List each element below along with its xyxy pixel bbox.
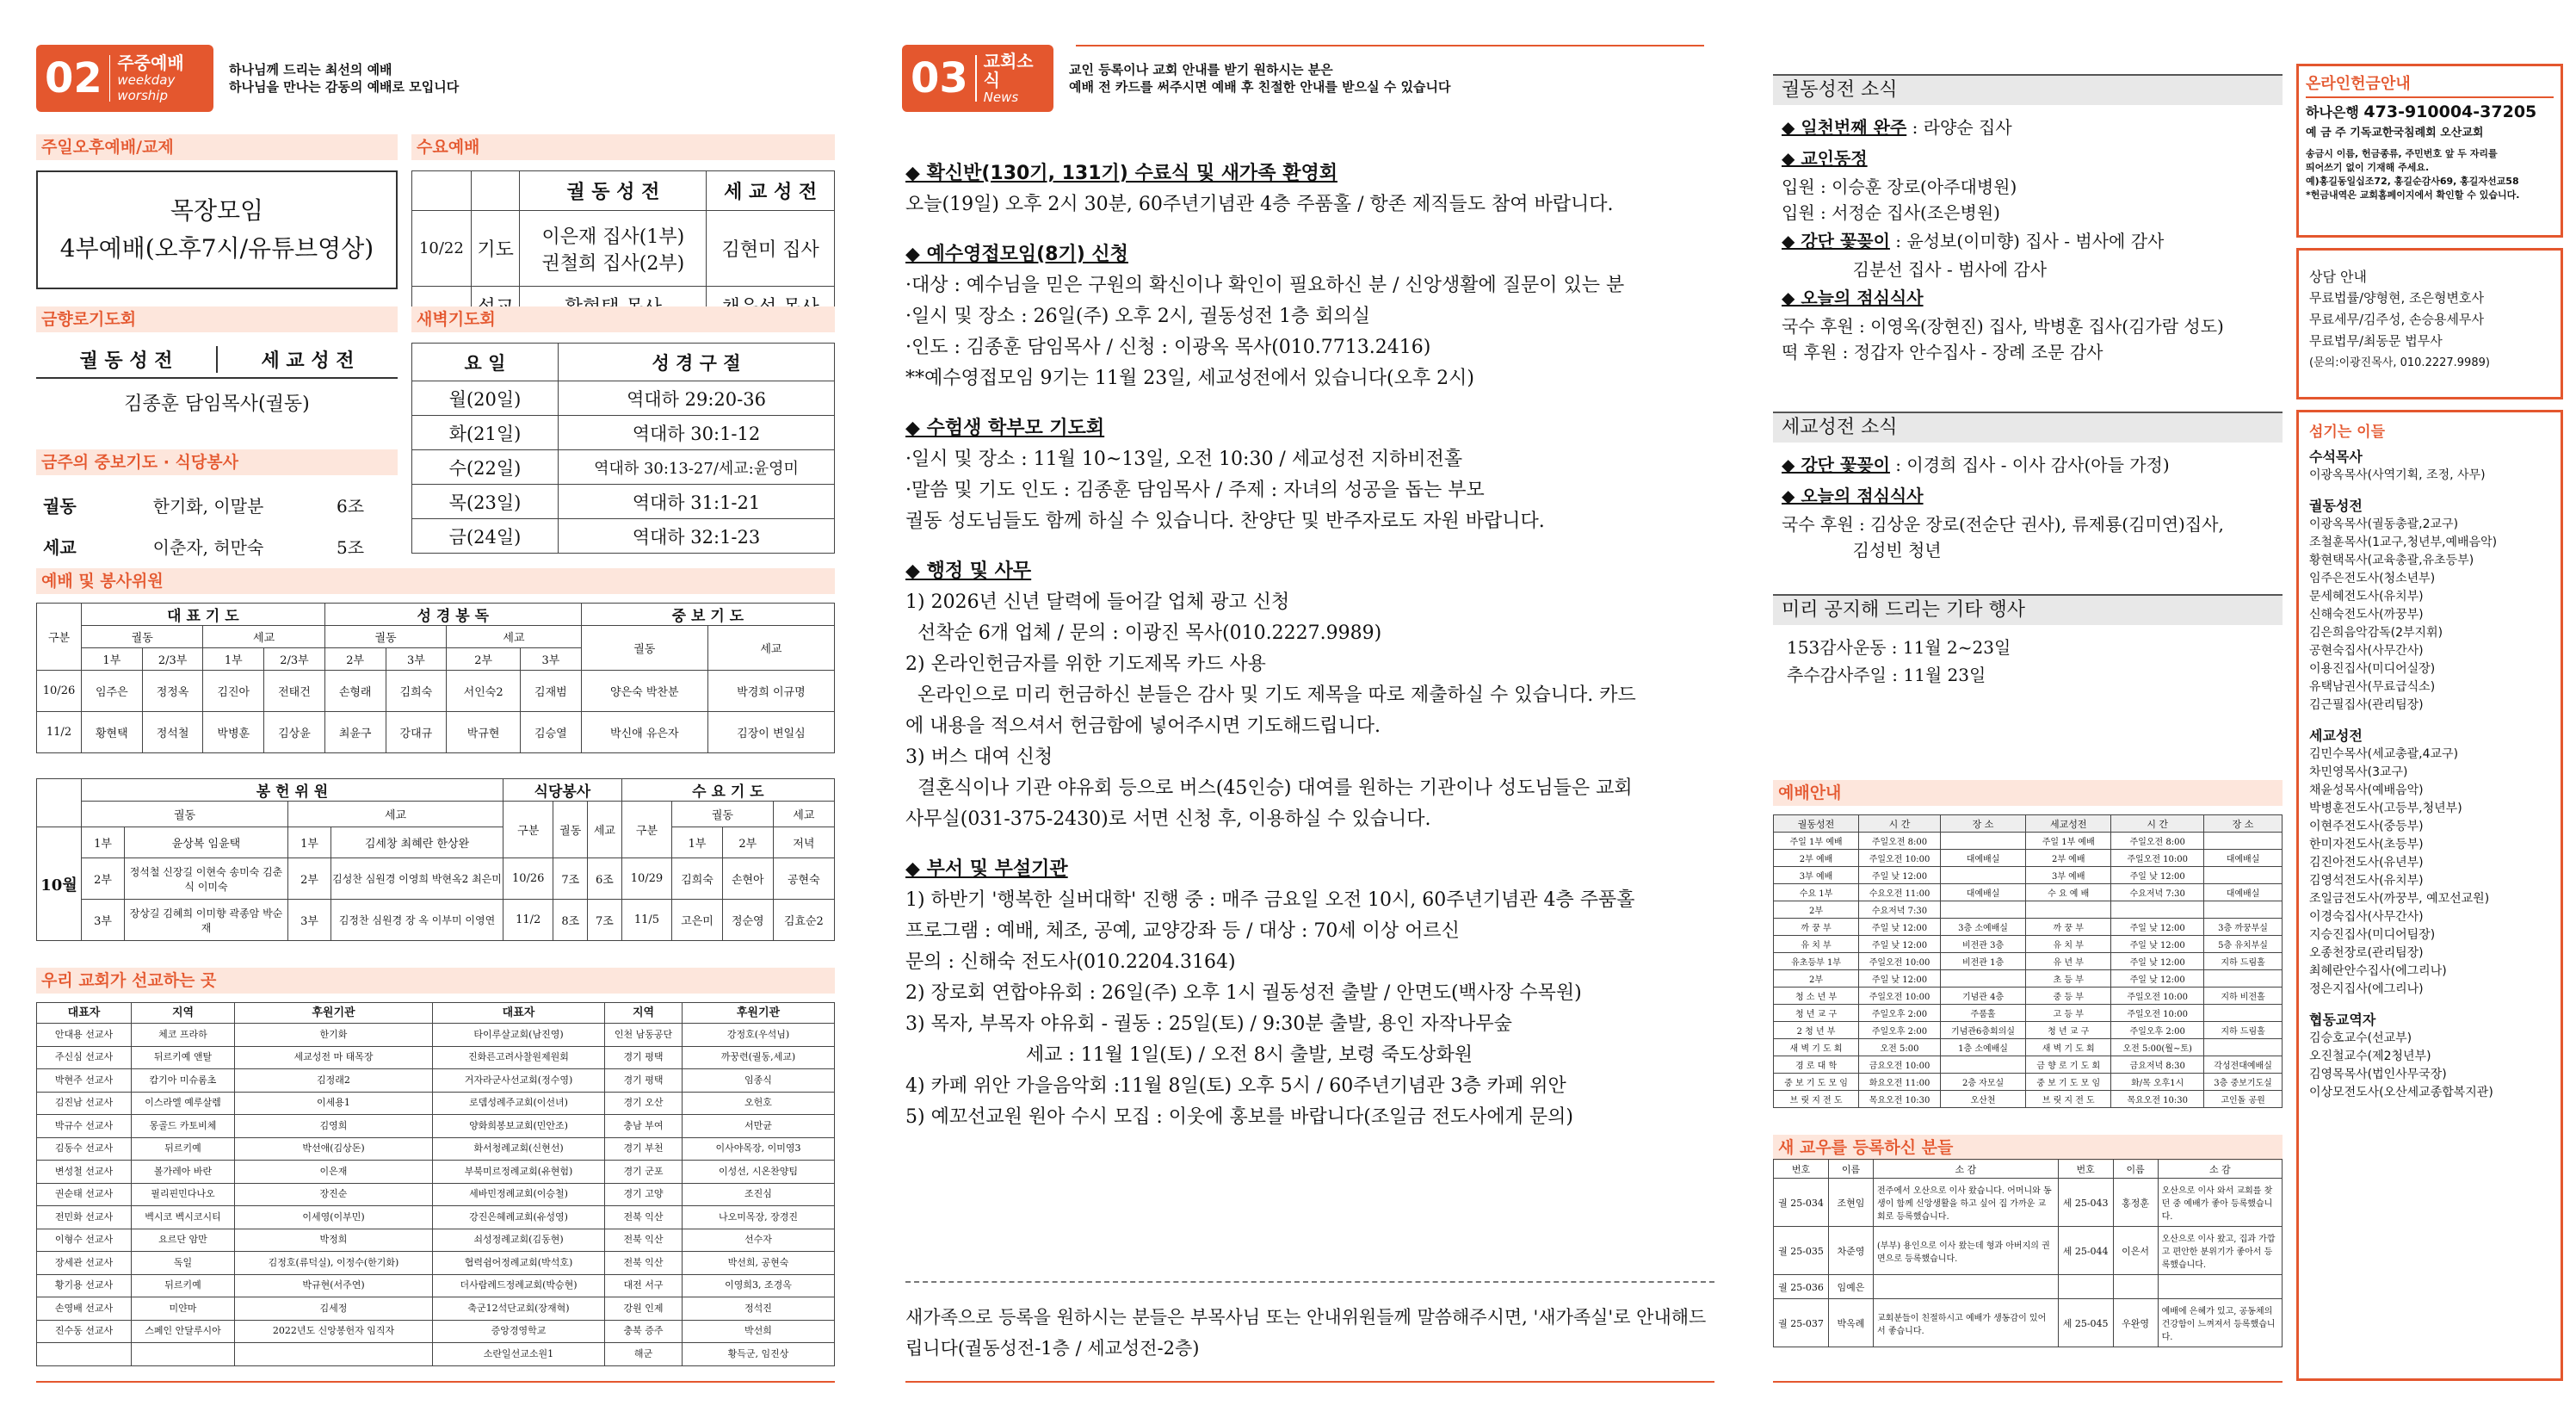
sunday-title: 주일오후예배/교제 — [36, 134, 398, 160]
staff-member: 김승호교수(선교부) — [2309, 1031, 2412, 1045]
staff-member: 이경숙집사(사무간사) — [2309, 910, 2424, 924]
news-line: 에 내용을 적으셔서 헌금함에 넣어주시면 기도해드립니다. — [905, 715, 1381, 737]
news-item — [1782, 226, 2284, 257]
news-item-heading: ◆ 오늘의 점심식사 — [1782, 288, 1924, 308]
wed-head-gd: 궐 동 성 전 — [520, 171, 707, 211]
staff-member: 이상모전도사(오산세교종합복지관) — [2309, 1086, 2493, 1099]
wed-head-sg: 세 교 성 전 — [707, 171, 835, 211]
table-row: 까 꿍 부 주일 낮 12:00 3층 소예배실 까 꿍 부 주일 낮 12:00 3층 까꿍부실 — [1774, 919, 2283, 936]
news-item-text: 김성빈 청년 — [1782, 540, 1942, 560]
wed-title: 수요예배 — [411, 134, 835, 160]
news-section — [905, 158, 1714, 1133]
gd-title: 궐동성전 소식 — [1773, 74, 2283, 105]
wed-table: 궐 동 성 전 세 교 성 전 10/22 기도 이은재 집사(1부) 권철희 집사(2부) 김현미 집사 — [411, 170, 835, 326]
table-row: 안대용 선교사 체코 프라하 한기화 타이루살교회(남진영) 인천 남동공단 강정호(우석님) — [37, 1024, 835, 1047]
news-item — [1782, 282, 2284, 313]
news-line: 선착순 6개 업체 / 문의 : 이광진 목사(010.2227.9989) — [905, 622, 1382, 644]
table-row: 2부 주일 낮 12:00 초 등 부 주일 낮 12:00 — [1774, 970, 2283, 988]
header-desc-2: 예배 전 카드를 써주시면 예배 후 친절한 안내를 받으실 수 있습니다 — [1069, 79, 1451, 95]
news-item-text: : 윤성보(이미향) 집사 - 범사에 감사 — [1889, 231, 2165, 251]
table-row: 주일 1부 예배 주일오전 8:00 주일 1부 예배 주일오전 8:00 — [1774, 833, 2283, 850]
section-title: 교회소식 — [983, 51, 1034, 90]
staff-member: 김진아전도사(유년부) — [2309, 856, 2424, 870]
news-item-heading: ◆ 강단 꽃꽂이 — [1782, 231, 1890, 251]
staff-member: 조철훈목사(1교구,청년부,예배음악) — [2309, 536, 2498, 549]
staff-member: 임주은전도사(청소년부) — [2309, 572, 2436, 585]
staff-group-heading: 궐동성전 — [2309, 498, 2363, 514]
staff-member: 정은지집사(에그리나) — [2309, 982, 2424, 996]
newcomers-title: 새 교우를 등록하신 분들 — [1773, 1135, 2283, 1161]
news-heading: ◆ 예수영접모임(8기) 신청 — [905, 244, 1128, 265]
news-line: 1) 하반기 '행복한 실버대학' 진행 중 : 매주 금요일 오전 10시, 60주년기념관 4층 주품홀 — [905, 889, 1635, 911]
header-desc-1: 교인 등록이나 교회 안내를 받기 원하시는 분은 — [1069, 62, 1333, 77]
news-line: ·일시 및 장소 : 11월 10~13일, 오전 10:30 / 세교성전 지하비전홀 — [905, 449, 1463, 470]
news-line: 2) 온라인헌금자를 위한 기도제목 카드 사용 — [905, 653, 1266, 675]
prayer-title: 금주의 중보기도 · 식당봉사 — [36, 449, 398, 475]
page02-header — [36, 45, 459, 112]
table-row: 청 년 교 구 주일오후 2:00 주품홀 고 등 부 주일오전 10:00 — [1774, 1005, 2283, 1022]
news-heading: ◆ 수험생 학부모 기도회 — [905, 418, 1105, 439]
staff-member: 문세혜전도사(유치부) — [2309, 590, 2424, 604]
etc-title: 미리 공지해 드리는 기타 행사 — [1773, 594, 2283, 625]
page03-top-rule — [1076, 45, 1704, 46]
news-item — [1782, 112, 2284, 143]
news-item-heading: ◆ 교인동정 — [1782, 148, 1868, 169]
sg-news-list — [1782, 449, 2284, 563]
table-row: 중 보 기 도 모 임 화요오전 11:00 2층 자모실 중 보 기 도 모 임 화/목 오후1시 3층 중보기도실 — [1774, 1074, 2283, 1091]
guide-title: 예배안내 — [1773, 780, 2283, 806]
staff-member: 박병훈전도사(고등부,청년부) — [2309, 802, 2462, 815]
news-heading: ◆ 부서 및 부설기관 — [905, 858, 1068, 880]
table-row: 진수동 선교사 스페인 안달루시아 2022년도 신앙봉헌자 임직자 증앙경영학교 충북 증주 박선희 — [37, 1320, 835, 1343]
table-row: 손영배 선교사 미얀마 김세정 축군12석단교회(장재혁) 강원 인제 정석진 — [37, 1297, 835, 1321]
table-row: 박규수 선교사 몽골드 카토비체 김영희 양화희봉보교회(민안조) 충남 부여 서만균 — [37, 1115, 835, 1138]
table-row: 이형수 선교사 요르단 암만 박정희 쇠성정례교회(김동현) 전북 익산 선수자 — [37, 1229, 835, 1252]
page03-header — [902, 45, 1450, 112]
news-item — [1782, 313, 2284, 339]
staff-group-heading: 협동교역자 — [2309, 1012, 2376, 1028]
news-item — [1782, 174, 2284, 200]
news-item — [1782, 143, 2284, 174]
online-offering-box: 온라인헌금안내 하나은행 473-910004-37205 예 금 주 기독교한국침례회 오산교회 송금시 이름, 헌금종류, 주민번호 앞 두 자리를 띄어쓰기 없이 기재해 주세요. 예)홍길동일십조72, 홍길순감사69, 홍길자선교58 *헌금내역은 교회홈페이지에서 확인할 수 있습니다. — [2296, 64, 2563, 238]
table-row: 청 소 년 부 주일오전 10:00 기념관 4층 중 등 부 주일오전 10:00 지하 비전홀 — [1774, 988, 2283, 1005]
news-line: 온라인으로 미리 헌금하신 분들은 감사 및 기도 제목을 따로 제출하실 수 있습니다. 카드 — [905, 684, 1636, 706]
offering-table: 봉 헌 위 원 식당봉사 수 요 기 도 궐동 세교 구분 궐동 세교 구분 궐동 세교 10월 1부 윤상복 임윤택 1부 김세창 최혜란 한상완 1부 2부 저녁 2부 정석철 신장길 이현숙 송미숙 김춘식 이미숙 2부 김성찬 심원경 이영희 박현옥2 최은미 10/26 7조 6조 10/29 김희숙 손현아 공현숙 3부 장상길 김혜희 이미향 곽종암 박순재 3부 김정찬 심원경 장 옥 이부미 이영연 11/2 8조 7조 11/5 고은미 정순영 김효순2 — [36, 778, 835, 941]
section-title: 주중예배 — [117, 53, 184, 73]
staff-group-heading: 수석목사 — [2309, 449, 2363, 465]
news-item — [1782, 537, 2284, 563]
staff-member: 이현주전도사(중등부) — [2309, 820, 2424, 833]
staff-member: 채윤성목사(예배음악) — [2309, 783, 2424, 797]
newcomers-table: 번호 이름 소 감 번호 이름 소 감 궐 25-034 조현임 전주에서 오산으로 이사 왔습니다. 어머니와 동생이 함께 신앙생활을 하고 싶어 집 가까운 교회로 등록했습니다. 세 25-043 홍정훈 오산으로 이사 와서 교회를 찾던 중 예배가 좋아 등록했습니다. 궐 25-035 차준영 (부부) 용인으로 이사 왔는데 형과 아버지의 권면으로 등록했습니다. 세 25-044 이은서 오산으로 이사 왔고, 집과 가깝고 편안한 분위기가 좋아서 등록했습니다. 궐 25-036 임예은 궐 25-037 박옥례 교회분들이 친절하시고 예배가 생동감이 있어서 좋습니다. 세 25-045 우완영 예배에 은혜가 있고, 공동체의 건강함이 느껴져서 등록했습니다. — [1773, 1159, 2283, 1347]
staff-member: 오종천장로(관리팀장) — [2309, 946, 2424, 960]
table-row: 브 릿 지 전 도 목요오전 10:30 오산천 브 릿 지 전 도 목요오전 10:30 고인돌 공원 — [1774, 1091, 2283, 1108]
news-line: **예수영접모임 9기는 11월 23일, 세교성전에서 있습니다(오후 2시) — [905, 368, 1474, 389]
page-number: 02 — [45, 54, 102, 102]
table-row: 변성철 선교사 볼가레아 바란 이은재 부북미르정례교회(유현험) 경기 군포 이성선, 시온찬양팀 — [37, 1161, 835, 1184]
news-item-heading: ◆ 일천번째 완주 — [1782, 117, 1907, 138]
news-item-text: 입원 : 이승훈 장로(아주대병원) — [1782, 176, 2017, 197]
news-item-text: 국수 후원 : 이영옥(장현진) 집사, 박병훈 집사(김가람 성도) — [1782, 316, 2224, 337]
page02-bottom-rule — [36, 1381, 835, 1383]
table-row: 유초등부 1부 주일오전 10:00 비전관 1층 유 년 부 주일 낮 12:00 지하 드림홀 — [1774, 953, 2283, 970]
sunday-line2: 4부예배(오후7시/유튜브영상) — [59, 234, 374, 263]
staff-member: 이용진집사(미디어실장) — [2309, 662, 2436, 676]
table-row: 박현주 선교사 캄기아 미슈롬초 김정래2 거자라군사선교회(정수영) 경기 평택 임종식 — [37, 1069, 835, 1093]
news-line: 세교 : 11월 1일(토) / 오전 8시 출발, 보령 죽도상화원 — [905, 1044, 1473, 1066]
news-item-text: 김분선 집사 - 범사에 감사 — [1782, 259, 2048, 280]
worship-guide-table: 궐동성전 시 간 장 소 세교성전 시 간 장 소 주일 1부 예배 주일오전 8:00 주일 1부 예배 주일오전 8:00 2부 예배 주일오전 10:00 대예배실 2부 예배 주일오전 10:00 대예배실 3부 예배 주일 낮 12:00 3부 예배 주일 낮 12:00 수요 1부 수요오전 11:00 대예배실 수 요 예 배 수요저녁 7:30 대예배실 2부 수요저녁 7:30 까 꿍 부 주일 낮 12:00 3층 소예배실 까 꿍 부 주일 낮 12:00 3층 까꿍부실 유 치 부 주일 낮 12:00 비전관 3층 유 치 부 주일 낮 12:00 5층 유치부실 유초등부 1부 주일오전 10:00 비전관 1층 유 년 부 주일 낮 12:00 지하 드림홀 2부 주일 낮 12:00 초 등 부 주일 낮 12:00 청 소 년 부 주일오전 10:00 기념관 4층 중 등 부 주일오전 10:00 지하 비전홀 청 년 교 구 주일오후 2:00 주품홀 고 등 부 주일오전 10:00 2 청 년 부 주일오후 2:00 기념관6층회의실 청 년 교 구 주일오후 2:00 지하 드림홀 새 벽 기 도 회 오전 5:00 1층 소예배실 새 벽 기 도 회 오전 5:00(월∼토) 경 로 대 학 금요오전 10:00 금 향 로 기 도 회 금요저녁 8:30 각성전대예배실 중 보 기 도 모 임 화요오전 11:00 2층 자모실 중 보 기 도 모 임 화/목 오후1시 3층 중보기도실 브 릿 지 전 도 목요오전 10:30 오산천 브 릿 지 전 도 목요오전 10:30 고인돌 공원 — [1773, 814, 2283, 1108]
news-item-text: : 이경희 집사 - 이사 감사(아들 가정) — [1889, 455, 2170, 475]
sunday-line1: 목장모임 — [170, 196, 264, 225]
sg-title: 세교성전 소식 — [1773, 412, 2283, 443]
missions-title: 우리 교회가 선교하는 곳 — [36, 968, 835, 994]
table-row: 2부 예배 주일오전 10:00 대예배실 2부 예배 주일오전 10:00 대예배실 — [1774, 850, 2283, 867]
table-row: 궐 25-034 조현임 전주에서 오산으로 이사 왔습니다. 어머니와 동생이 함께 신앙생활을 하고 싶어 집 가까운 교회로 등록했습니다. 세 25-043 홍정훈 오산으로 이사 와서 교회를 찾던 중 예배가 좋아 등록했습니다. — [1774, 1179, 2283, 1227]
news-line: 4) 카페 위안 가을음악회 :11월 8일(토) 오후 5시 / 60주년기념관 3층 카페 위안 — [905, 1075, 1566, 1097]
news-line: 사무실(031-375-2430)로 서면 신청 후, 이용하실 수 있습니다. — [905, 808, 1431, 830]
dawn-title: 새벽기도회 — [411, 306, 835, 332]
news-item-heading: ◆ 오늘의 점심식사 — [1782, 486, 1924, 506]
news-heading: ◆ 행정 및 사무 — [905, 560, 1032, 582]
news-item — [1782, 511, 2284, 537]
news-line: 5) 예꼬선교원 원아 수시 모집 : 이웃에 홍보를 바랍니다(조일금 전도사에게 문의) — [905, 1106, 1573, 1128]
page03-bottom-rule — [905, 1381, 1714, 1383]
dawn-table: 요 일 성 경 구 절 월(20일) 역대하 29:20-36 화(21일) 역대하 30:1-12 수(22일) 역대하 30:13-27/세교:윤영미 목(23일) 역대하 31:1-21 금(24일) 역대하 32:1-23 — [411, 343, 835, 554]
gd-news-list — [1782, 112, 2284, 365]
news-line: 오늘(19일) 오후 2시 30분, 60주년기념관 4층 주품홀 / 항존 제직들도 참여 바랍니다. — [905, 194, 1614, 215]
table-row: 새 벽 기 도 회 오전 5:00 1층 소예배실 새 벽 기 도 회 오전 5:00(월∼토) — [1774, 1039, 2283, 1056]
news-line: 궐동 성도님들도 함께 하실 수 있습니다. 찬양단 및 반주자로도 자원 바랍니다. — [905, 511, 1545, 532]
news-line: ·대상 : 예수님을 믿은 구원의 확신이나 확인이 필요하신 분 / 신앙생활에 질문이 있는 분 — [905, 275, 1625, 296]
news-item-heading: ◆ 강단 꽃꽂이 — [1782, 455, 1890, 475]
staff-member: 김은희음악감독(2부지휘) — [2309, 626, 2443, 640]
table-row: 황기용 선교사 뒤르키예 박규현(서주연) 더사람례드정례교회(박승현) 대전 서구 이영희3, 조경옥 — [37, 1274, 835, 1297]
section-subtitle: News — [983, 90, 1019, 105]
staff-member: 한미자전도사(초등부) — [2309, 838, 2424, 851]
table-row: 궐 25-037 박옥례 교회분들이 친절하시고 예배가 생동감이 있어서 좋습니다. 세 25-045 우완영 예배에 은혜가 있고, 공동체의 건강함이 느껴져서 등록했습니다. — [1774, 1299, 2283, 1347]
table-row: 2부 수요저녁 7:30 — [1774, 901, 2283, 919]
news-line: ·인도 : 김종훈 담임목사 / 신청 : 이광옥 목사(010.7713.2416) — [905, 337, 1431, 358]
news-item-text: 떡 후원 : 정갑자 안수집사 - 장례 조문 감사 — [1782, 342, 2103, 362]
page-number: 03 — [911, 54, 968, 102]
news-line: 문의 : 신해숙 전도사(010.2204.3164) — [905, 951, 1236, 973]
table-row: 경 로 대 학 금요오전 10:00 금 향 로 기 도 회 금요저녁 8:30 각성전대예배실 — [1774, 1056, 2283, 1074]
table-row: 소란일선교소원1 해군 황득군, 임진상 — [37, 1343, 835, 1366]
table-row: 유 치 부 주일 낮 12:00 비전관 3층 유 치 부 주일 낮 12:00 5층 유치부실 — [1774, 936, 2283, 953]
header-desc-2: 하나님을 만나는 감동의 예배로 모입니다 — [229, 79, 460, 95]
counsel-box: 상담 안내 무료법률/양형현, 조은형변호사 무료세무/김주성, 손승용세무사 무료법무/최동문 법무사 (문의:이광진목사, 010.2227.9989) — [2296, 248, 2563, 399]
staff-member: 차민영목사(3교구) — [2309, 765, 2408, 779]
table-row: 2 청 년 부 주일오후 2:00 기념관6층회의실 청 년 교 구 주일오후 2:00 지하 드림홀 — [1774, 1022, 2283, 1039]
table-row: 김진남 선교사 이스라엘 예루살렘 이세용1 로뎀성례주교회(이선녀) 경기 오산 오헌호 — [37, 1092, 835, 1115]
news-line: ·일시 및 장소 : 26일(주) 오후 2시, 궐동성전 1층 회의실 — [905, 306, 1371, 327]
staff-member: 이광옥목사(궐동총괄,2교구) — [2309, 517, 2459, 531]
prayer-list: 궐동 한기화, 이말분 6조 세교 이춘자, 허만숙 5조 — [43, 495, 365, 558]
staff-list — [2309, 448, 2550, 1102]
news-item — [1782, 449, 2284, 480]
news-line: 3) 버스 대여 신청 — [905, 746, 1053, 768]
section-subtitle: weekday worship — [117, 72, 176, 103]
staff-member: 김민수목사(세교총괄,4교구) — [2309, 747, 2459, 761]
middle-bottom-rule — [1773, 1381, 2283, 1383]
sunday-box — [36, 170, 398, 289]
news-item — [1782, 200, 2284, 226]
worship-table: 구분 대 표 기 도 성 경 봉 독 중 보 기 도 궐동 세교 궐동 세교 궐동 세교 1부 2/3부 1부 2/3부 2부 3부 2부 3부 10/26 임주은 정정옥 김진아 전태건 손형래 김희숙 서인숙2 김재범 양은숙 박찬분 박경희 이규명 11/2 황현택 정석철 박병훈 김상윤 최윤구 강대규 박규현 김승열 박신애 유은자 김장이 변일심 — [36, 603, 835, 753]
staff-member: 김영석전도사(유치부) — [2309, 874, 2424, 888]
news-line: 1) 2026년 신년 달력에 들어갈 업체 광고 신청 — [905, 591, 1290, 613]
table-row: 수요 1부 수요오전 11:00 대예배실 수 요 예 배 수요저녁 7:30 대예배실 — [1774, 884, 2283, 901]
table-row: 권순태 선교사 필리핀민다나오 장진순 세바민정례교회(이승철) 경기 고양 조진심 — [37, 1183, 835, 1206]
staff-member: 지승진집사(미디어팀장) — [2309, 928, 2436, 942]
news-line: 2) 장로회 연합야유회 : 26일(주) 오후 1시 궐동성전 출발 / 안면도(백사장 수목원) — [905, 982, 1582, 1004]
news-item — [1782, 257, 2284, 282]
staff-member: 김영목목사(법인사무국장) — [2309, 1068, 2447, 1081]
table-row: 장세관 선교사 독일 김정호(류덕실), 이정수(한기화) 협력쉼어정례교회(박석호) 전북 익산 박선희, 공현숙 — [37, 1252, 835, 1275]
news-heading: ◆ 확신반(130기, 131기) 수료식 및 새가족 환영회 — [905, 163, 1337, 184]
missions-table: 대표자 지역 후원기관 대표자 지역 후원기관 안대용 선교사 체코 프라하 한기화 타이루살교회(남진영) 인천 남동공단 강정호(우석님) 주신심 선교사 뒤르키예 앤탈 세교성전 마 태목장 진화른고려사찰원제원회 경기 평택 까꿍련(궐동,세교) 박현주 선교사 캄기아 미슈롬초 김정래2 거자라군사선교회(정수영) 경기 평택 임종식 김진남 선교사 이스라엘 예루살렘 이세용1 로뎀성례주교회(이선녀) 경기 오산 오헌호 박규수 선교사 몽골드 카토비체 김영희 양화희봉보교회(민안조) 충남 부여 서만균 김동수 선교사 뒤르키예 박선애(김상돈) 화서청례교회(신현선) 경기 부천 이사야목장, 이미영3 변성철 선교사 볼가레아 바란 이은재 부북미르정례교회(유현험) 경기 군포 이성선, 시온찬양팀 권순태 선교사 필리핀민다나오 장진순 세바민정례교회(이승철) 경기 고양 조진심 전민화 선교사 벡시코 벡시코시티 이세영(이부민) 강진은혜례교회(유성영) 전북 익산 나오미목장, 장경진 이형수 선교사 요르단 암만 박정희 쇠성정례교회(김동현) 전북 익산 선수자 장세관 선교사 독일 김정호(류덕실), 이정수(한기화) 협력쉼어정례교회(박석호) 전북 익산 박선희, 공현숙 황기용 선교사 뒤르키예 박규현(서주연) 더사람례드정례교회(박승현) 대전 서구 이영희3, 조경옥 손영배 선교사 미얀마 김세정 축군12석단교회(장재혁) 강원 인제 정석진 진수동 선교사 스페인 안달루시아 2022년도 신앙봉헌자 임직자 증앙경영학교 충북 증주 박선희 소란일선교소원1 해군 황득군, 임진상 — [36, 1002, 835, 1366]
staff-member: 황현택목사(교육총괄,유초등부) — [2309, 554, 2474, 567]
table-row: 궐 25-036 임예은 — [1774, 1275, 2283, 1299]
staff-member: 오진철교수(제2청년부) — [2309, 1049, 2431, 1063]
table-row: 김동수 선교사 뒤르키예 박선애(김상돈) 화서청례교회(신현선) 경기 부천 이사야목장, 이미영3 — [37, 1137, 835, 1161]
table-row: 주신심 선교사 뒤르키예 앤탈 세교성전 마 태목장 진화른고려사찰원제원회 경기 평택 까꿍련(궐동,세교) — [37, 1046, 835, 1069]
news-item — [1782, 480, 2284, 511]
staff-member: 이광옥목사(사역기획, 조정, 사무) — [2309, 468, 2486, 482]
staff-member: 신해숙전도사(까꿍부) — [2309, 608, 2424, 622]
news-item-text: : 라양순 집사 — [1906, 117, 2012, 138]
staff-member: 조일금전도사(까꿍부, 예꼬선교원) — [2309, 892, 2490, 906]
news-line: ·말씀 및 기도 인도 : 김종훈 담임목사 / 주제 : 자녀의 성공을 돕는 부모 — [905, 480, 1485, 501]
worship-title: 예배 및 봉사위원 — [36, 568, 835, 594]
news-line: 3) 목자, 부목자 야유회 - 궐동 : 25일(토) / 9:30분 출발, 용인 자작나무숲 — [905, 1013, 1512, 1035]
news-item-text: 입원 : 서정순 집사(조은병원) — [1782, 202, 2000, 223]
table-row: 전민화 선교사 벡시코 벡시코시티 이세영(이부민) 강진은혜례교회(유성영) 전북 익산 나오미목장, 장경진 — [37, 1206, 835, 1229]
etc-list: 153감사운동 : 11월 2~23일 추수감사주일 : 11월 23일 — [1787, 637, 2011, 685]
fri-box: 궐 동 성 전 세 교 성 전 김종훈 담임목사(궐동) — [36, 341, 398, 436]
staff-member: 김근필집사(관리팀장) — [2309, 698, 2424, 712]
staff-member: 최혜란안수집사(에그리나) — [2309, 964, 2447, 978]
news-line: 프로그램 : 예배, 체조, 공예, 교양강좌 등 / 대상 : 70세 이상 어르신 — [905, 920, 1460, 942]
news-footer: 새가족으로 등록을 원하시는 분들은 부목사님 또는 안내위원들께 말씀해주시면, '새가족실'로 안내해드 립니다(궐동성전-1층 / 세교성전-2층) — [905, 1281, 1714, 1364]
staff-member: 유택남권사(무료급식소) — [2309, 680, 2436, 694]
staff-member: 공현숙집사(사무간사) — [2309, 644, 2424, 658]
news-item — [1782, 339, 2284, 365]
staff-group-heading: 세교성전 — [2309, 727, 2363, 744]
table-row: 3부 예배 주일 낮 12:00 3부 예배 주일 낮 12:00 — [1774, 867, 2283, 884]
fri-title: 금향로기도회 — [36, 306, 398, 332]
table-row: 궐 25-035 차준영 (부부) 용인으로 이사 왔는데 형과 아버지의 권면으로 등록했습니다. 세 25-044 이은서 오산으로 이사 왔고, 집과 가깝고 편안한 분위기가 좋아서 등록했습니다. — [1774, 1227, 2283, 1275]
staff-box: 섬기는 이들 수석목사 이광옥목사(사역기획, 조정, 사무) 궐동성전 이광옥목사(궐동총괄,2교구) 조철훈목사(1교구,청년부,예배음악) 황현택목사(교육총괄,유초등부) 임주은전도사(청소년부) 문세혜전도사(유치부) 신해숙전도사(까꿍부) 김은희음악감독(2부지휘) 공현숙집사(사무간사) 이용진집사(미디어실장) 유택남권사(무료급식소) 김근필집사(관리팀장) 세교성전 김민수목사(세교총괄,4교구) 차민영목사(3교구) 채윤성목사(예배음악) 박병훈전도사(고등부,청년부) 이현주전도사(중등부) 한미자전도사(초등부) 김진아전도사(유년부) 김영석전도사(유치부) 조일금전도사(까꿍부, 예꼬선교원) 이경숙집사(사무간사) 지승진집사(미디어팀장) 오종천장로(관리팀장) 최혜란안수집사(에그리나) 정은지집사(에그리나) 협동교역자 김승호교수(선교부) 오진철교수(제2청년부) 김영목목사(법인사무국장) 이상모전도사(오산세교종합복지관) — [2296, 410, 2563, 1381]
header-desc-1: 하나님께 드리는 최선의 예배 — [229, 62, 392, 77]
news-line: 결혼식이나 기관 야유회 등으로 버스(45인승) 대여를 원하는 기관이나 성도님들은 교회 — [905, 777, 1633, 799]
news-item-text: 국수 후원 : 김상운 장로(전순단 권사), 류제룡(김미연)집사, — [1782, 514, 2224, 535]
